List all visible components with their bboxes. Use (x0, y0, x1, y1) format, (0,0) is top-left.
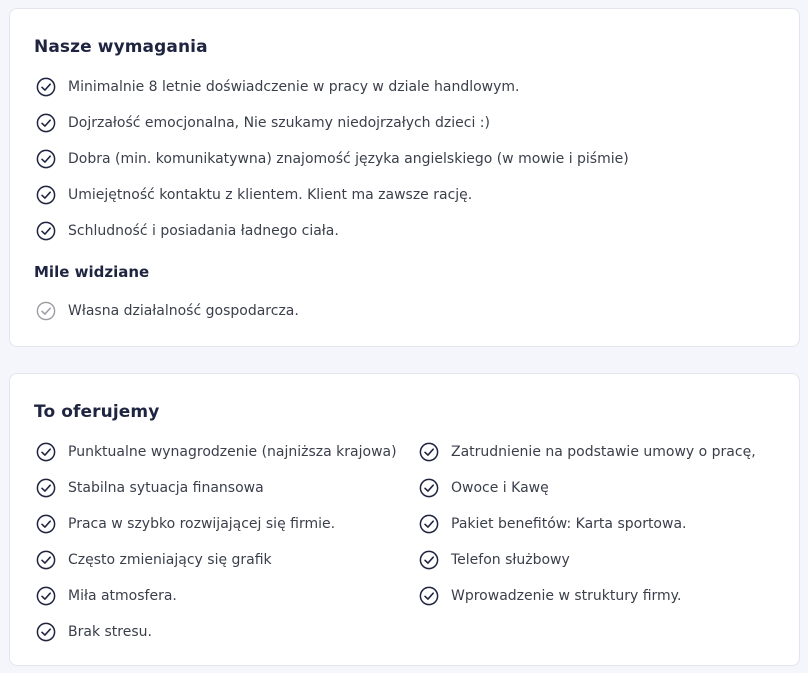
check-circle-icon (36, 586, 56, 606)
check-circle-icon (36, 301, 56, 321)
nice-to-have-title: Mile widziane (34, 263, 150, 281)
nice-to-have-item (36, 299, 299, 323)
requirement-item (36, 183, 472, 207)
check-circle-icon (36, 442, 56, 462)
requirement-item (36, 219, 339, 243)
requirement-text: Dobra (min. komunikatywna) znajomość języka angielskiego (w mowie i piśmie) (68, 151, 629, 167)
check-circle-icon (419, 514, 439, 534)
check-circle-icon (419, 478, 439, 498)
requirements-title: Nasze wymagania (34, 37, 208, 57)
offer-text: Pakiet benefitów: Karta sportowa. (451, 516, 687, 532)
offer-item (36, 440, 397, 464)
requirement-item (36, 111, 490, 135)
offer-text: Punktualne wynagrodzenie (najniższa krajowa) (68, 444, 397, 460)
offer-text: Telefon służbowy (451, 552, 570, 568)
offer-item (419, 584, 681, 608)
requirements-card (9, 8, 800, 347)
requirement-item (36, 75, 519, 99)
offer-item (36, 584, 177, 608)
requirement-text: Minimalnie 8 letnie doświadczenie w pracy w dziale handlowym. (68, 79, 520, 95)
offer-item (419, 548, 570, 572)
check-circle-icon (419, 550, 439, 570)
check-circle-icon (36, 77, 56, 97)
nice-to-have-text: Własna działalność gospodarcza. (68, 303, 299, 319)
offer-text: Wprowadzenie w struktury firmy. (451, 588, 682, 604)
offer-title: To oferujemy (34, 402, 160, 422)
offer-item (36, 476, 264, 500)
offer-text: Brak stresu. (68, 624, 152, 640)
check-circle-icon (36, 478, 56, 498)
offer-item (36, 512, 335, 536)
requirement-text: Dojrzałość emocjonalna, Nie szukamy niedojrzałych dzieci :) (68, 115, 490, 131)
offer-item (36, 620, 152, 644)
offer-text: Miła atmosfera. (68, 588, 177, 604)
check-circle-icon (36, 113, 56, 133)
offer-item (419, 440, 756, 464)
offer-text: Stabilna sytuacja finansowa (68, 480, 264, 496)
check-circle-icon (36, 550, 56, 570)
check-circle-icon (36, 185, 56, 205)
requirement-text: Umiejętność kontaktu z klientem. Klient ma zawsze rację. (68, 187, 473, 203)
offer-text: Owoce i Kawę (451, 480, 549, 496)
check-circle-icon (419, 586, 439, 606)
requirement-text: Schludność i posiadania ładnego ciała. (68, 223, 339, 239)
offer-text: Praca w szybko rozwijającej się firmie. (68, 516, 336, 532)
check-circle-icon (36, 622, 56, 642)
offer-text: Często zmieniający się grafik (68, 552, 272, 568)
check-circle-icon (36, 149, 56, 169)
requirement-item (36, 147, 629, 171)
offer-item (419, 512, 686, 536)
check-circle-icon (419, 442, 439, 462)
check-circle-icon (36, 221, 56, 241)
offer-item (419, 476, 549, 500)
offer-item (36, 548, 272, 572)
offer-text: Zatrudnienie na podstawie umowy o pracę, (451, 444, 756, 460)
offer-card (9, 373, 800, 666)
check-circle-icon (36, 514, 56, 534)
